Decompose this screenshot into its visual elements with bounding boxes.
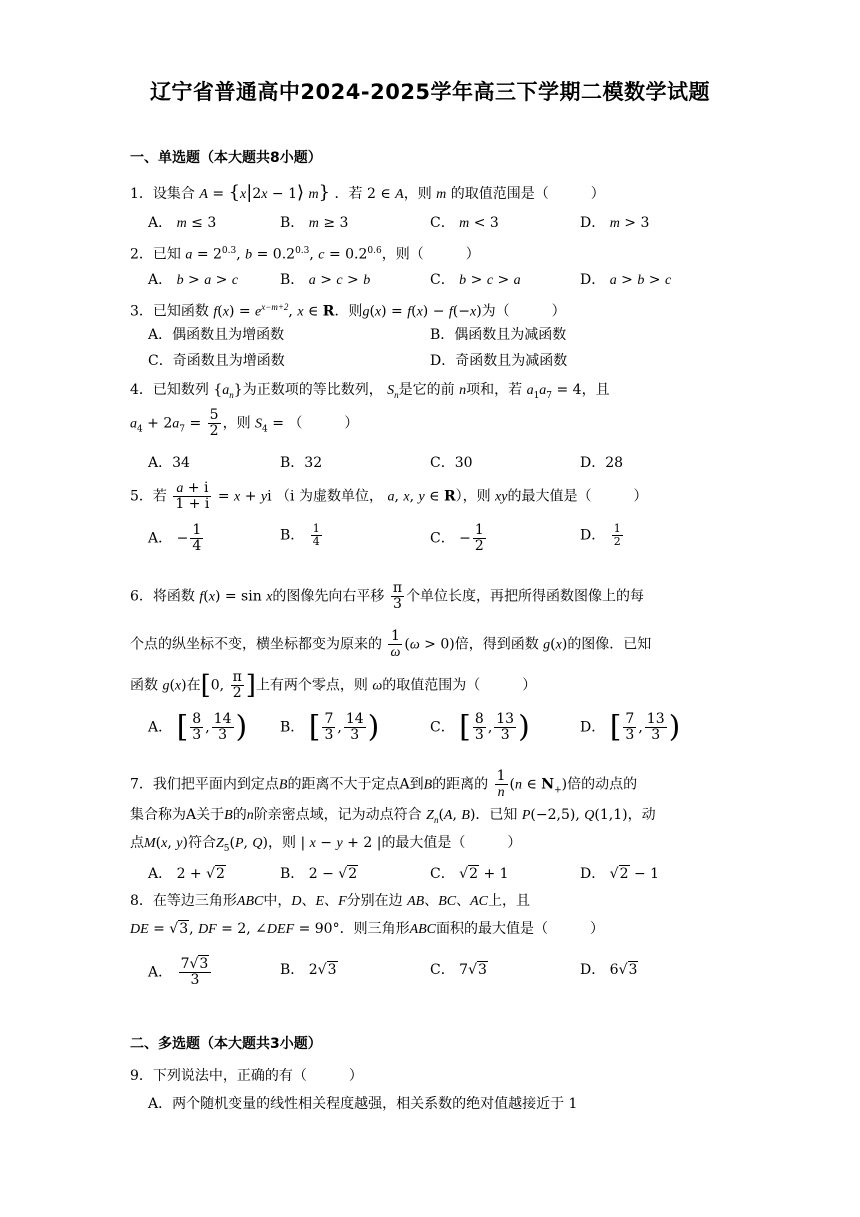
q1-option-a: A． m ≤ 3 (148, 215, 217, 231)
option-letter: A． (148, 215, 173, 231)
question-6-stem-5: 倍，得到函数 (454, 636, 539, 653)
q6-option-c: C． [ $\frac{8}{3}$ , $\frac{13}{3}$ ) (430, 709, 530, 745)
question-1-stem: 1．设集合 (130, 186, 195, 202)
q4-option-c: C．30 (430, 455, 473, 471)
option-letter: D． (580, 866, 606, 882)
question-7-stem-13: 的最大值是（ ） (381, 835, 522, 851)
question-4-stem-4: 项和，若 (466, 382, 523, 398)
option-letter: D． (580, 527, 606, 544)
q3-option-c: C．奇函数且为增函数 (148, 353, 285, 369)
question-7-stem: 7．我们把平面内到定点 (130, 776, 279, 793)
option-letter: A． (148, 272, 173, 288)
option-letter: B． (280, 866, 305, 882)
q4-option-d: D．28 (580, 455, 624, 471)
q6-option-b: B． [ $\frac{7}{3}$ , $\frac{14}{3}$ ) (280, 709, 380, 745)
question-4-stem-6: ，则 (222, 415, 251, 432)
section-heading-single-choice: 一、单选题（本大题共8小题） (130, 150, 322, 166)
q5-option-c: C． − $\frac{1}{2}$ (430, 522, 484, 554)
q7-option-b: B． 2 − √2 (280, 866, 358, 882)
q5-option-a: A． − $\frac{1}{4}$ (148, 522, 202, 554)
question-7-stem-11: 符合 (187, 835, 216, 851)
option-letter: C． (430, 215, 455, 231)
option-letter: D． (580, 719, 606, 736)
q7-option-d: D． √2 − 1 (580, 866, 660, 882)
question-6-stem-8: 在 (186, 677, 201, 694)
question-7-stem-6: 的 (232, 807, 247, 823)
question-8-stem-5: 分别在边 (346, 893, 403, 909)
option-letter: C． (430, 962, 455, 978)
question-7-stem-3: 的距离的 (432, 776, 489, 793)
option-letter: C． (430, 530, 455, 547)
q6-option-a: A． [ $\frac{8}{3}$ , $\frac{14}{3}$ ) (148, 709, 248, 745)
q4-option-b: B．32 (280, 455, 323, 471)
question-8: 8．在等边三角形ABC中，D、E、F分别在边 AB、BC、AC上，且 (130, 893, 530, 909)
question-6-stem-3: 个单位长度，再把所得函数图像上的每 (406, 588, 645, 605)
question-6-stem-2: 的图像先向右平移 (272, 588, 385, 605)
question-5-stem-5: 的最大值是（ ） (507, 488, 648, 505)
question-2: 2．已知 $a = 2^{0.3}$, $b = 0.2^{0.3}$, $c = 0.2^{0.6}$，则（ ） (130, 246, 480, 263)
question-1-stem-2: ．若 2 ∈ (334, 186, 396, 202)
question-2-stem: 2．已知 (130, 246, 181, 263)
option-letter: D． (580, 272, 606, 288)
q1-option-b: B． m ≥ 3 (280, 215, 349, 231)
fraction: $\frac{5}{2}$ (209, 407, 219, 439)
option-letter: A． (148, 530, 173, 547)
question-5-stem: 5．若 (130, 488, 167, 505)
question-6-stem-4: 个点的纵坐标不变，横坐标都变为原来的 (130, 636, 382, 653)
option-letter: C． (430, 866, 455, 882)
question-8-stem-9: ．则三角形 (339, 921, 410, 937)
q3-option-d: D．奇函数且为减函数 (430, 353, 568, 369)
question-8-line-2: DE = √3, DF = 2, ∠DEF = 90°．则三角形ABC面积的最大值是（ ） (130, 921, 605, 937)
set-a-expression: A (199, 187, 208, 202)
option-letter: C． (430, 719, 455, 736)
q2-option-d: D． a > b > c (580, 272, 672, 288)
question-4-line-2: $a_4 + 2a_7$ = $\frac{5}{2}$ ，则 $S_4$ = （ ） (130, 407, 359, 439)
question-7-stem-12: ，则 (268, 835, 297, 851)
q2-option-c: C． b > c > a (430, 272, 521, 288)
q5-option-d: D． $\frac{1}{2}$ (580, 522, 621, 548)
question-7-stem-2: 的距离不大于定点A到 (287, 776, 424, 793)
question-6-stem-7: 函数 (130, 677, 158, 694)
question-8-stem-10: 面积的最大值是（ ） (436, 921, 605, 937)
question-8-stem-8: 上，且 (487, 893, 530, 909)
question-8-stem: 8．在等边三角形 (130, 893, 237, 909)
q4-option-a: A．34 (148, 455, 190, 471)
q8-option-c: C． 7√3 (430, 962, 487, 978)
section-heading-multi-choice: 二、多选题（本大题共3小题） (130, 1036, 322, 1052)
question-3-stem: 3．已知函数 (130, 303, 209, 320)
question-6-line-3: 函数 g(x)在[0, $\frac{\pi}{2}$ ]上有两个零点，则 ω的取值范围为（ ） (130, 669, 537, 701)
question-1: 1．设集合 A = {x|2x − 1⟩ m} ．若 2 ∈ A，则 m 的取值范围是（ ） (130, 182, 605, 203)
question-8-stem-2: 中， (263, 893, 292, 909)
option-letter: D． (580, 215, 606, 231)
q8-option-a: A． $\frac{7√3}{3}$ (148, 957, 213, 988)
option-letter: B． (280, 527, 305, 544)
q2-option-a: A． b > a > c (148, 272, 239, 288)
q7-option-c: C． √2 + 1 (430, 866, 509, 882)
option-letter: A． (148, 719, 173, 736)
question-6: 6．将函数 f(x) = sin x的图像先向右平移 $\frac{\pi}{3}$ 个单位长度，再把所得函数图像上的每 (130, 580, 645, 612)
question-7-stem-9: ，动 (627, 807, 656, 823)
option-letter: A． (148, 964, 173, 981)
question-4-stem: 4．已知数列 (130, 382, 209, 398)
question-7-line-3: 点M(x, y)符合$Z_5(P$, Q)，则 | x − y + 2 |的最大值是（ ） (130, 835, 522, 854)
question-2-stem-2: ，则（ ） (381, 246, 480, 263)
q1-option-c: C． m < 3 (430, 215, 499, 231)
question-7-stem-5: 集合称为A关于 (130, 807, 225, 823)
question-9: 9．下列说法中，正确的有（ ） (130, 1068, 363, 1084)
question-4-stem-7: （ ） (288, 415, 359, 432)
option-letter: A． (148, 866, 173, 882)
q2-option-b: B． a > c > b (280, 272, 371, 288)
q8-option-b: B． 2√3 (280, 962, 337, 978)
question-5: 5．若 $\frac{a + i}{1 + i}$ = x + yi （i 为虚数单位， a, x, y ∈ R），则 xy的最大值是（ ） (130, 480, 648, 512)
question-5-stem-3: 为虚数单位， (298, 488, 383, 505)
question-7-stem-4: 倍的动点的 (567, 776, 638, 793)
question-8-stem-7: 、 (456, 893, 471, 909)
option-letter: D． (580, 962, 606, 978)
q9-option-a: A．两个随机变量的线性相关程度越强，相关系数的绝对值越接近于 1 (148, 1096, 578, 1112)
question-1-stem-4: 的取值范围是（ ） (446, 186, 605, 202)
question-4-stem-5: ，且 (581, 382, 610, 398)
fraction: $\frac{a + i}{1 + i}$ (175, 480, 210, 512)
q6-option-d: D． [ $\frac{7}{3}$ , $\frac{13}{3}$ ) (580, 709, 681, 745)
q3-option-a: A．偶函数且为增函数 (148, 327, 285, 343)
question-6-stem-9: 上有两个零点，则 (255, 677, 368, 694)
question-7-stem-7: 阶亲密点域，记为动点符合 (253, 807, 422, 823)
q3-option-b: B．偶函数且为减函数 (430, 327, 567, 343)
question-4: 4．已知数列 $\{a_n\}$为正数项的等比数列， $S_n$是它的前 n项和，若 $a_1a_7 = 4$，且 (130, 382, 610, 401)
q8-option-d: D． 6√3 (580, 962, 638, 978)
question-3-stem-2: ．则 (334, 303, 363, 320)
question-4-stem-2: 为正数项的等比数列， (242, 382, 383, 398)
question-3-stem-3: 为（ ） (481, 303, 566, 320)
question-8-stem-4: 、 (324, 893, 339, 909)
question-4-stem-3: 是它的前 (398, 382, 455, 398)
question-6-line-2: 个点的纵坐标不变，横坐标都变为原来的 $\frac{1}{\omega}$ (ω > 0)倍，得到函数 g(x)的图像．已知 (130, 628, 652, 660)
question-7-line-2: 集合称为A关于B的n阶亲密点域，记为动点符合 $Z_n(A$, B)．已知 P(−2,5), Q(1,1)，动 (130, 807, 656, 825)
question-3: 3．已知函数 $f(x) = e^{x-m+2}$, x ∈ R．则g(x) = f(x) − f(−x)为（ ） (130, 302, 566, 320)
question-7-stem-8: ．已知 (475, 807, 518, 823)
question-8-stem-3: 、 (301, 893, 316, 909)
question-6-stem-6: 的图像．已知 (567, 636, 652, 653)
question-7: 7．我们把平面内到定点B的距离不大于定点A到B的距离的 $\frac{1}{n}$ (n ∈ $N_+$)倍的动点的 (130, 768, 638, 800)
question-1-stem-3: ，则 (403, 186, 437, 202)
q7-option-a: A． 2 + √2 (148, 866, 225, 882)
question-6-stem-10: 的取值范围为（ ） (382, 677, 537, 694)
question-8-stem-6: 、 (424, 893, 439, 909)
question-5-stem-2: （ (276, 488, 291, 505)
q1-option-d: D． m > 3 (580, 215, 650, 231)
option-letter: C． (430, 272, 455, 288)
option-letter: B． (280, 272, 305, 288)
option-letter: B． (280, 215, 305, 231)
question-6-stem: 6．将函数 (130, 588, 195, 605)
question-7-stem-10: 点 (130, 835, 144, 851)
option-letter: B． (280, 962, 305, 978)
option-letter: B． (280, 719, 305, 736)
q5-option-b: B． $\frac{1}{4}$ (280, 522, 320, 548)
question-5-stem-4: ），则 (455, 488, 491, 505)
page-title: 辽宁省普通高中2024-2025学年高三下学期二模数学试题 (149, 80, 711, 104)
